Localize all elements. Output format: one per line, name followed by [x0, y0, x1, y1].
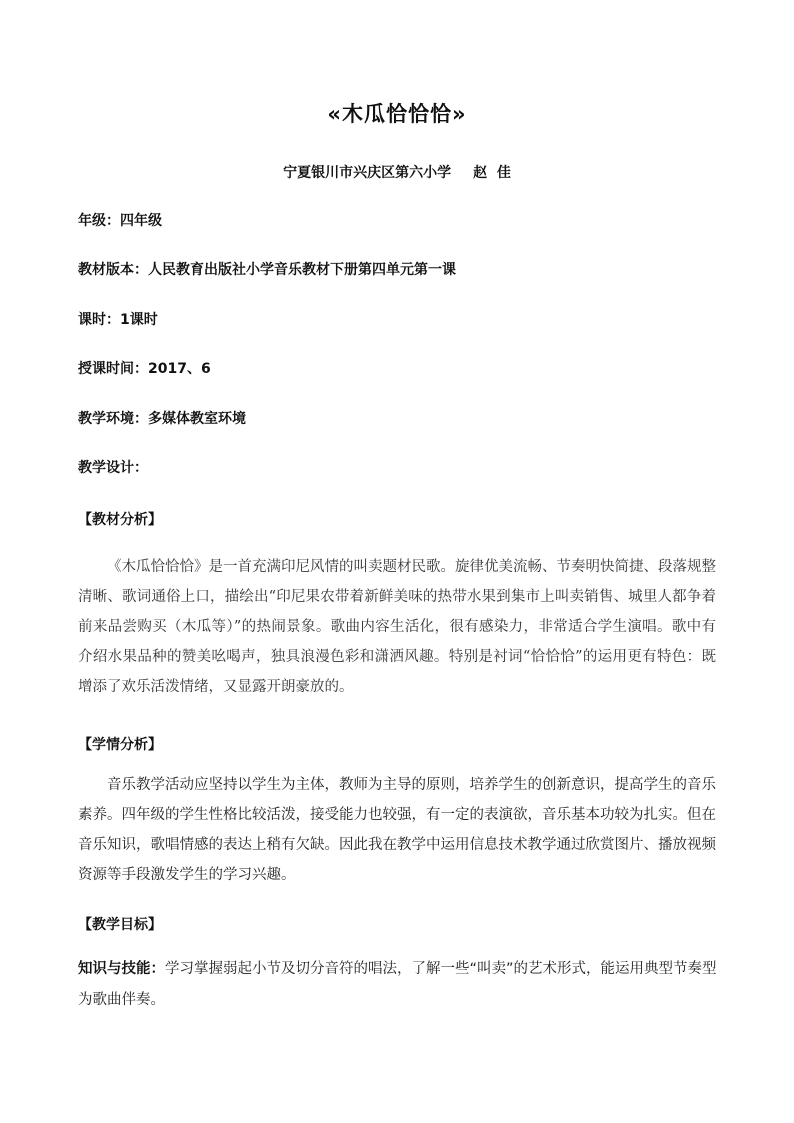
meta-environment: 教学环境：多媒体教室环境 — [78, 411, 246, 427]
meta-design: 教学设计： — [78, 460, 148, 476]
goal-text: 学习掌握弱起小节及切分音符的唱法，了解一些“叫卖”的艺术形式，能运用典型节奏型为歌曲伴奏。 — [78, 961, 717, 1008]
meta-textbook: 教材版本：人民教育出版社小学音乐教材下册第四单元第一课 — [78, 262, 456, 278]
meta-grade: 年级：四年级 — [78, 213, 162, 229]
document-title: «木瓜恰恰恰» — [327, 102, 467, 126]
goal-label: 知识与技能： — [78, 961, 165, 977]
author-line — [0, 162, 794, 182]
meta-date: 授课时间：2017、6 — [78, 361, 211, 377]
student-heading: 【学情分析】 — [78, 737, 162, 753]
goal-paragraph — [78, 954, 718, 1016]
material-heading: 【教材分析】 — [78, 512, 162, 528]
student-paragraph: 音乐教学活动应坚持以学生为主体，教师为主导的原则，培养学生的创新意识，提高学生的音乐素养。四年级的学生性格比较活泼，接受能力也较强，有一定的表演欲，音乐基本功较为扎实。但在音乐知识，歌唱情感的表达上稍有欠缺。因此我在教学中运用信息技术教学通过欣赏图片、播放视频资源等手段激发学生的学习兴趣。 — [78, 777, 716, 883]
material-paragraph: 《木瓜恰恰恰》是一首充满印尼风情的叫卖题材民歌。旋律优美流畅、节奏明快简捷、段落规整清晰、歌词通俗上口，描绘出“印尼果农带着新鲜美味的热带水果到集市上叫卖销售、城里人都争着前来品尝购买（木瓜等）”的热闹景象。歌曲内容生活化，很有感染力，非常适合学生演唱。歌中有介绍水果品种的赞美吆喝声，独具浪漫色彩和潇洒风趣。特别是衬词“恰恰恰”的运用更有特色：既增添了欢乐活泼情绪，又显露开朗豪放的。 — [78, 559, 716, 695]
goal-heading: 【教学目标】 — [78, 917, 162, 933]
teacher-name: 赵 佳 — [473, 165, 511, 181]
school-name: 宁夏银川市兴庆区第六小学 — [283, 165, 452, 181]
meta-periods: 课时：1课时 — [78, 312, 158, 328]
